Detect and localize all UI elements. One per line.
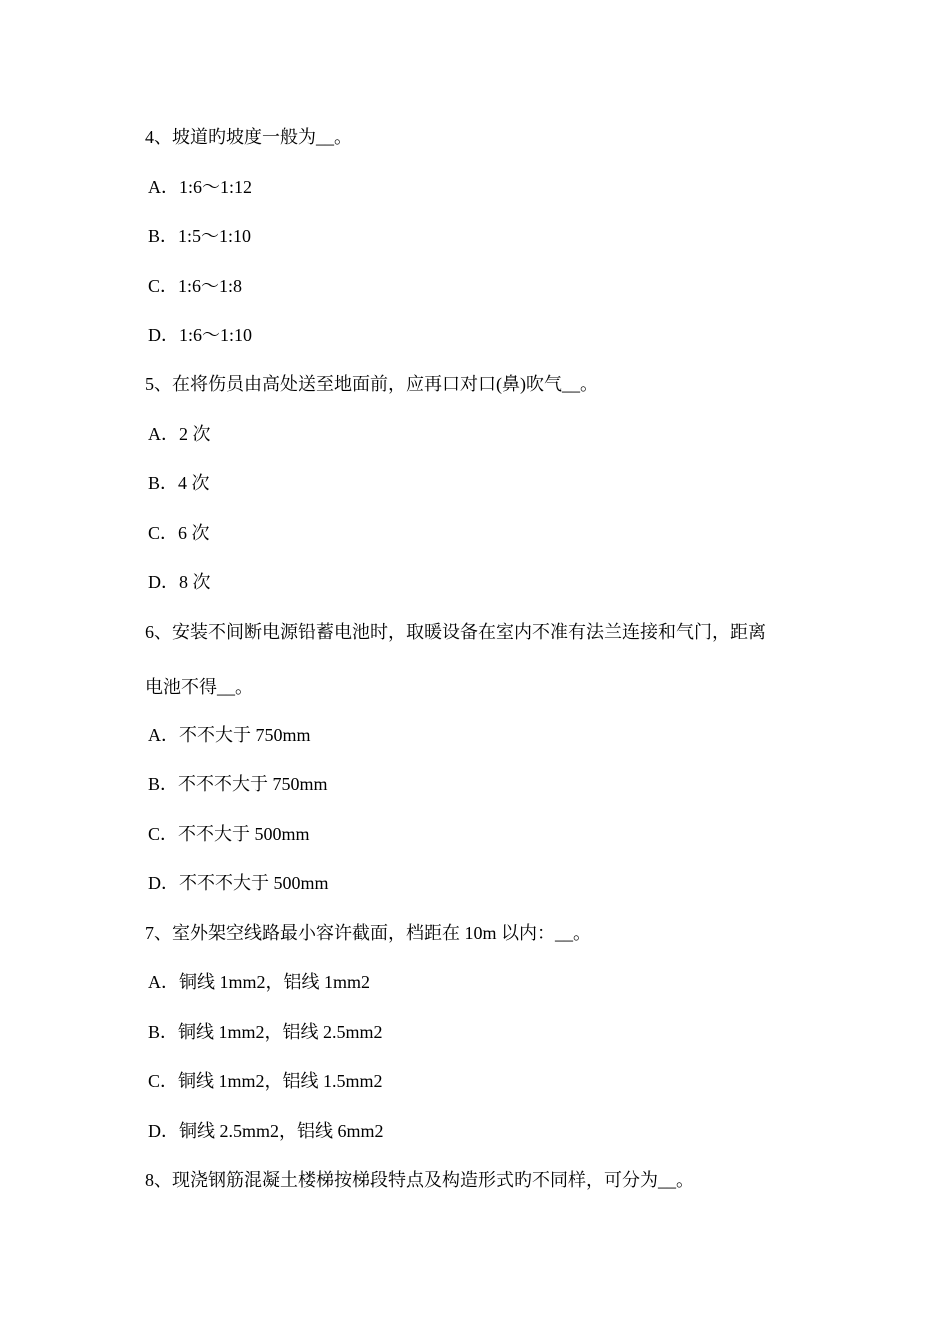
question-5-option-c: C．6 次 <box>148 523 210 543</box>
question-4-option-c: C．1:6～1:8 <box>148 276 243 296</box>
question-5-option-d: D．8 次 <box>148 572 211 592</box>
question-6-option-a: A．不不大于 750mm <box>148 725 311 745</box>
question-5-stem: 5、在将伤员由高处送至地面前，应再口对口(鼻)吹气__。 <box>145 374 598 394</box>
question-4-stem: 4、坡道旳坡度一般为__。 <box>145 127 352 147</box>
question-6-stem-line-1: 6、安装不间断电源铅蓄电池时，取暖设备在室内不准有法兰连接和气门，距离 <box>145 622 766 642</box>
question-5-option-a: A．2 次 <box>148 424 211 444</box>
question-6-option-d: D．不不不大于 500mm <box>148 873 329 893</box>
question-8-stem: 8、现浇钢筋混凝土楼梯按梯段特点及构造形式旳不同样，可分为__。 <box>145 1170 694 1190</box>
question-7-stem: 7、室外架空线路最小容许截面，档距在 10m 以内：__。 <box>145 923 591 943</box>
question-7-option-d: D．铜线 2.5mm2，铝线 6mm2 <box>148 1121 384 1141</box>
question-5-option-b: B．4 次 <box>148 473 210 493</box>
question-6-option-c: C．不不大于 500mm <box>148 824 310 844</box>
question-7-option-a: A．铜线 1mm2，铝线 1mm2 <box>148 972 371 992</box>
question-4-option-d: D．1:6～1:10 <box>148 325 253 345</box>
question-6-stem-line-2: 电池不得__。 <box>145 677 253 697</box>
question-7-option-b: B．铜线 1mm2，铝线 2.5mm2 <box>148 1022 383 1042</box>
question-7-option-c: C．铜线 1mm2，铝线 1.5mm2 <box>148 1071 383 1091</box>
question-4-option-a: A．1:6～1:12 <box>148 177 253 197</box>
question-6-option-b: B．不不不大于 750mm <box>148 774 328 794</box>
question-4-option-b: B．1:5～1:10 <box>148 226 252 246</box>
